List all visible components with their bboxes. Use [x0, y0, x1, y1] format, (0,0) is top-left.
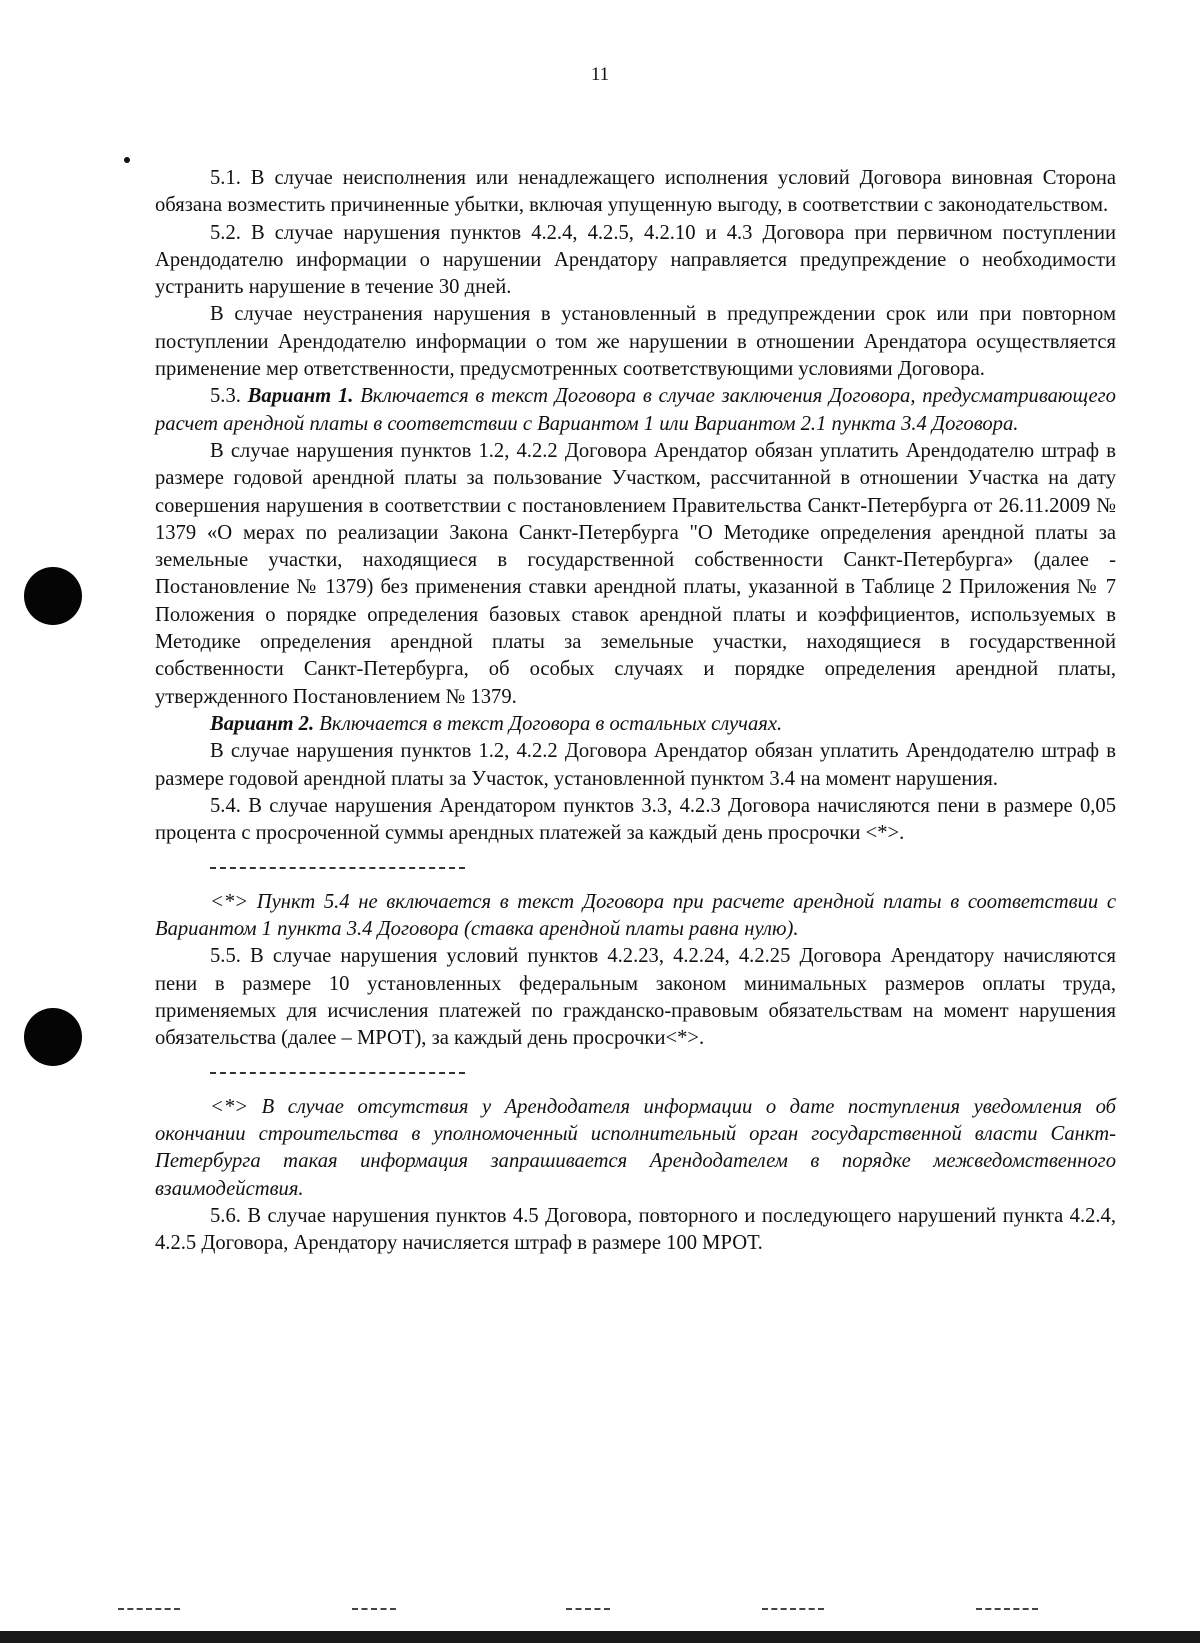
clause-5-3-number: 5.3. — [210, 385, 241, 408]
clause-5-5: 5.5. В случае нарушения условий пунктов 4.2.23, 4.2.24, 4.2.25 Договора Арендатору начисляются пени в размере 10 установленных федеральным законом минимальных размеров оплаты труда, применяемых для исчисления платежей по гражданско-правовым обязательствам на момент нарушения обязательства (далее – МРОТ), за каждый день просрочки<*>. — [155, 945, 1116, 1050]
footnote-2 — [155, 1094, 1116, 1203]
variant-1-note: Включается в текст Договора в случае заключения Договора, предусматривающего расчет арендной платы в соответствии с Вариантом 1 или Вариантом 2.1 пункта 3.4 Договора. — [155, 385, 1116, 435]
variant-2-note: Включается в текст Договора в остальных случаях. — [319, 712, 783, 735]
clause-5-3-variant-2-text: В случае нарушения пунктов 1.2, 4.2.2 Договора Арендатор обязан уплатить Арендодателю штраф в размере годовой арендной платы за Участок, установленной пунктом 3.4 на момент нарушения. — [155, 740, 1116, 790]
clause-5-1: 5.1. В случае неисполнения или ненадлежащего исполнения условий Договора виновная Сторона обязана возместить причиненные убытки, включая упущенную выгоду, в соответствии с законодательством. — [155, 167, 1116, 217]
footnote-separator-2 — [155, 1059, 1116, 1086]
clause-5-4: 5.4. В случае нарушения Арендатором пунктов 3.3, 4.2.3 Договора начисляются пени в размере 0,05 процента с просроченной суммы арендных платежей за каждый день просрочки <*>. — [155, 794, 1116, 845]
footnote-separator-1 — [155, 853, 1116, 880]
variant-2-label: Вариант 2. — [210, 712, 315, 735]
scan-dot — [124, 157, 130, 163]
footer-dash-marks — [0, 1608, 1200, 1612]
page-number: 11 — [590, 64, 610, 85]
footnote-1 — [155, 889, 1116, 944]
punch-hole-bottom — [24, 1008, 82, 1066]
footnote-2-mark: <*> — [210, 1095, 249, 1118]
clause-5-3-variant-1-text: В случае нарушения пунктов 1.2, 4.2.2 Договора Арендатор обязан уплатить Арендодателю штраф в размере годовой арендной платы за пользование Участком, рассчитанной в отношении Участка на дату совершения нарушения в соответствии с постановлением Правительства Санкт-Петербурга от 26.11.2009 № 1379 «О мерах по реализации Закона Санкт-Петербурга "О Методике определения арендной платы за земельные участки, находящиеся в государственной собственности Санкт-Петербурга» (далее - Постановление № 1379) без применения ставки арендной платы, указанной в Таблице 2 Приложения № 7 Положения о порядке определения базовых ставок арендной платы и коэффициентов, используемых в Методике определения арендной платы за земельные участки, находящиеся в государственной собственности Санкт-Петербурга, об особых случаях и порядке определения арендной платы, утвержденного Постановлением № 1379. — [155, 439, 1116, 708]
punch-hole-top — [24, 567, 82, 625]
footnote-2-text: В случае отсутствия у Арендодателя информации о дате поступления уведомления об окончании строительства в уполномоченный исполнительный орган государственной власти Санкт-Петербурга такая информация запрашивается Арендодателем в порядке межведомственного взаимодействия. — [155, 1095, 1116, 1200]
variant-1-label: Вариант 1. — [247, 385, 354, 408]
clause-5-3-variant-2-header — [155, 711, 1116, 738]
clause-5-6: 5.6. В случае нарушения пунктов 4.5 Договора, повторного и последующего нарушений пункта 4.2.4, 4.2.5 Договора, Арендатору начисляется штраф в размере 100 МРОТ. — [155, 1204, 1116, 1255]
clause-5-2-continued: В случае неустранения нарушения в установленный в предупреждении срок или при повторном поступлении Арендодателю информации о том же нарушении в отношении Арендатора осуществляется применение мер ответственности, предусмотренных соответствующими условиями Договора. — [155, 303, 1116, 381]
scan-bottom-edge — [0, 1631, 1200, 1643]
document-body — [155, 165, 1116, 1258]
clause-5-3-header — [155, 383, 1116, 438]
clause-5-2: 5.2. В случае нарушения пунктов 4.2.4, 4.2.5, 4.2.10 и 4.3 Договора при первичном поступлении Арендодателю информации о нарушении Арендатору направляется предупреждение о необходимости устранить нарушение в течение 30 дней. — [155, 221, 1116, 299]
footnote-1-mark: <*> — [210, 890, 249, 913]
footnote-1-text: Пункт 5.4 не включается в текст Договора при расчете арендной платы в соответствии с Вариантом 1 пункта 3.4 Договора (ставка арендной платы равна нулю). — [155, 890, 1116, 941]
